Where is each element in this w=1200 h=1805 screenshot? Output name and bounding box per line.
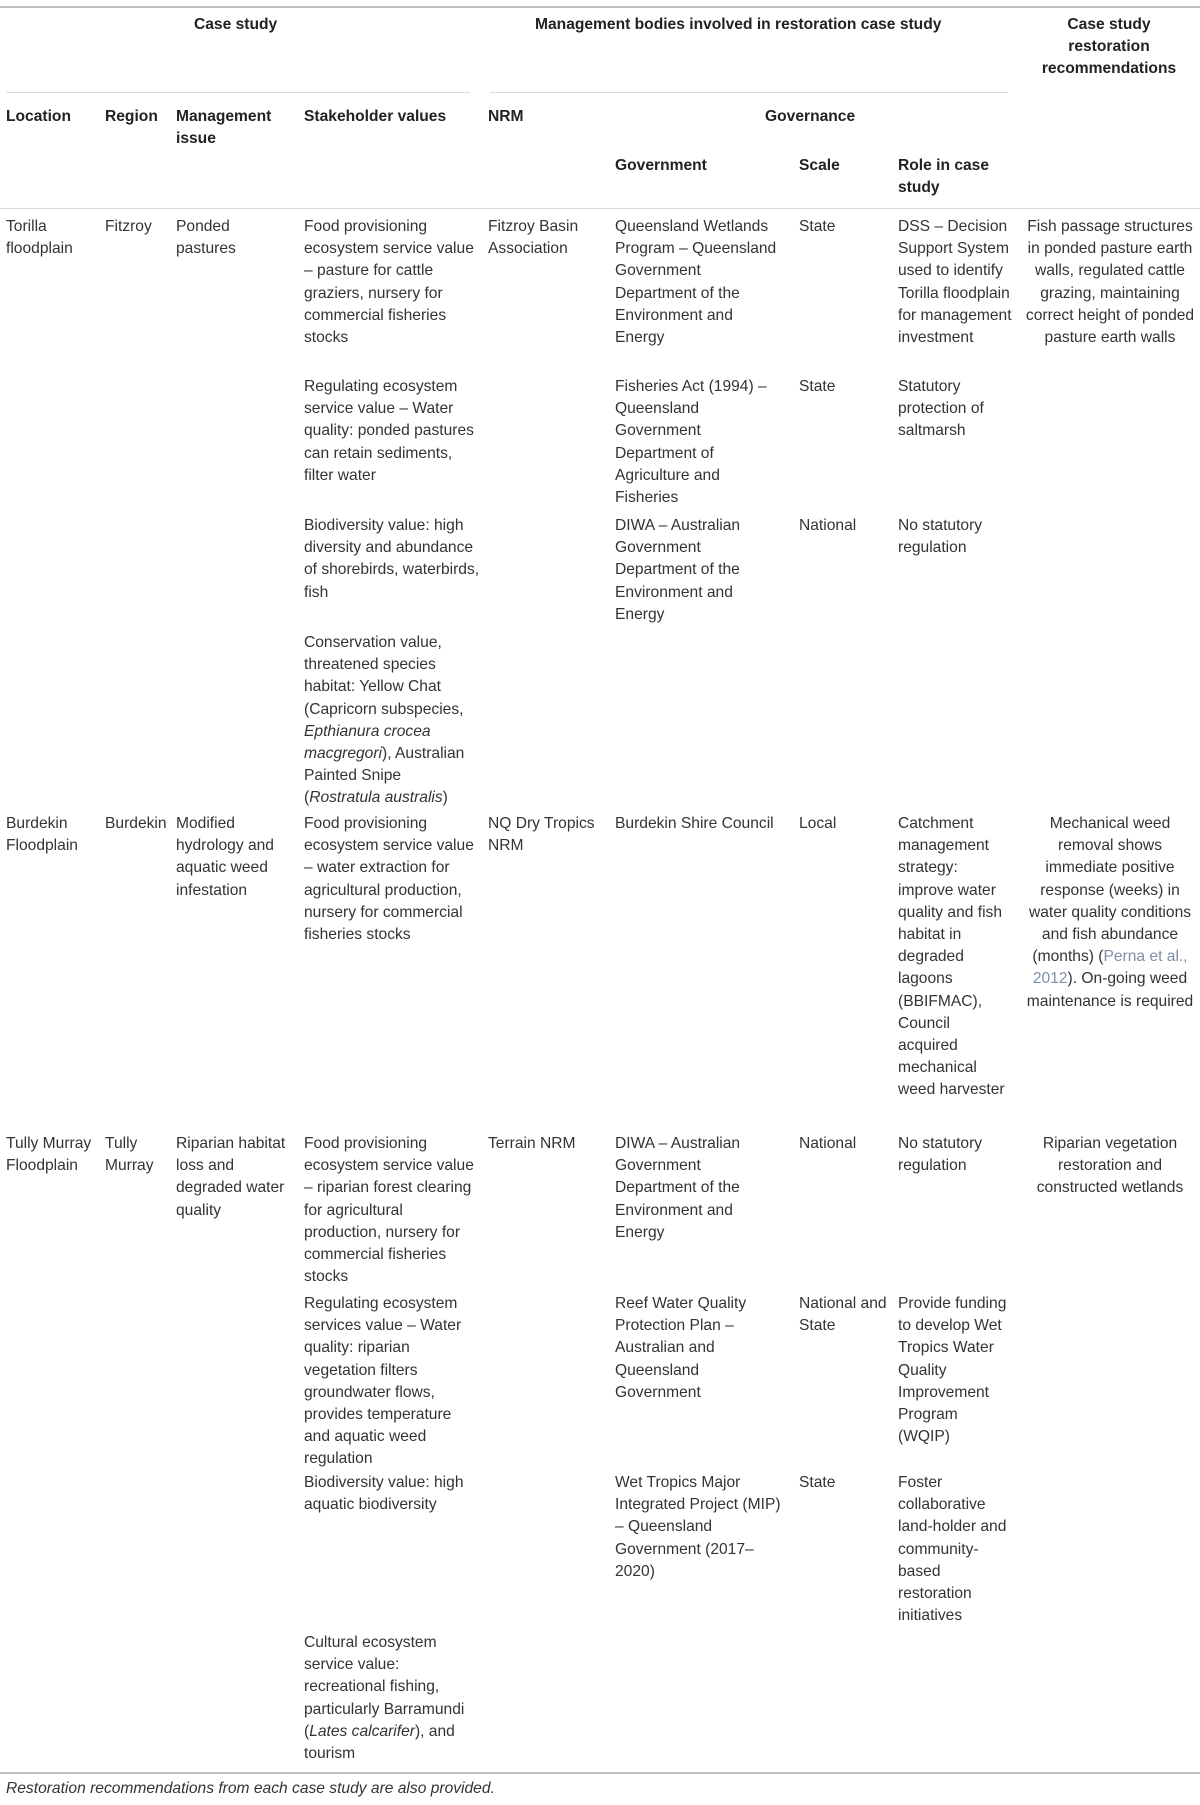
torilla-species-1: Epthianura crocea macgregori [304,722,431,763]
torilla-region: Fitzroy [105,218,152,235]
torilla-gov-1: Queensland Wetlands Program – Queensland Government Department of the Environment and Energy [615,218,777,347]
burdekin-location: Burdekin Floodplain [6,815,78,855]
torilla-nrm: Fitzroy Basin Association [488,218,579,258]
burdekin-scale-1: Local [799,815,837,832]
tully-cultural-text-2: ), and tourism [304,1722,455,1763]
tully-scale-3: State [799,1474,836,1491]
torilla-scale-3: National [799,517,857,534]
tully-region: Tully Murray [105,1135,154,1175]
burdekin-value-food: Food provisioning ecosystem service value – water extraction for agricultural production, nursery for commercial fisheries stocks [304,815,474,944]
header-governance: Governance [765,108,856,125]
header-management-issue: Management issue [176,108,272,148]
burdekin-role-1: Catchment management strategy: improve water quality and fish habitat in degraded lagoons (BBIFMAC), Council acquired mechanical weed harvester [898,815,1005,1099]
tully-gov-2: Reef Water Quality Protection Plan – Australian and Queensland Government [615,1295,747,1401]
header-recommendations: Case study restoration recommendations [1041,16,1177,78]
tully-cultural-text-1: Cultural ecosystem service value: recreational fishing, particularly Barramundi ( [304,1634,465,1740]
management-rule [490,92,1008,93]
tully-gov-1: DIWA – Australian Government Department of the Environment and Energy [615,1135,741,1241]
tully-location: Tully Murray Floodplain [6,1135,92,1175]
torilla-value-biodiversity: Biodiversity value: high diversity and abundance of shorebirds, waterbirds, fish [304,517,480,601]
torilla-location: Torilla floodplain [6,218,73,258]
torilla-gov-3: DIWA – Australian Government Department of the Environment and Energy [615,517,741,623]
tully-value-food: Food provisioning ecosystem service value – riparian forest clearing for agricultural production, nursery for commercial fisheries stocks [304,1135,474,1286]
tully-scale-1: National [799,1135,857,1152]
tully-role-1: No statutory regulation [898,1135,983,1175]
tully-recommendation: Riparian vegetation restoration and constructed wetlands [1036,1135,1184,1197]
torilla-value-regulating: Regulating ecosystem service value – Water quality: ponded pastures can retain sediments, filter water [304,378,474,484]
torilla-role-1: DSS – Decision Support System used to identify Torilla floodplain for management investment [898,218,1012,347]
header-stakeholder-values: Stakeholder values [304,108,447,125]
torilla-role-3: No statutory regulation [898,517,983,557]
burdekin-recommendation [1024,813,1196,1013]
burdekin-nrm: NQ Dry Tropics NRM [488,815,595,855]
torilla-recommendation: Fish passage structures in ponded pasture earth walls, regulated cattle grazing, maintaining correct height of ponded pasture earth walls [1025,218,1195,347]
burdekin-gov-1: Burdekin Shire Council [615,815,774,832]
tully-role-3: Foster collaborative land-holder and community-based restoration initiatives [898,1474,1007,1625]
tully-value-regulating: Regulating ecosystem services value – Water quality: riparian vegetation filters groundwater flows, provides temperature and aquatic weed regulation [304,1295,462,1468]
torilla-conservation-text-2: ), Australian Painted Snipe ( [304,745,465,807]
header-case-study: Case study [194,16,278,33]
burdekin-issue: Modified hydrology and aquatic weed infestation [176,815,274,899]
header-nrm: NRM [488,108,524,125]
torilla-gov-2: Fisheries Act (1994) – Queensland Government Department of Agriculture and Fisheries [615,378,767,507]
table-footnote: Restoration recommendations from each case study are also provided. [6,1780,495,1797]
torilla-conservation-text-1: Conservation value, threatened species habitat: Yellow Chat (Capricorn subspecies, [304,634,464,718]
torilla-conservation-text-3: ) [442,789,448,807]
torilla-scale-1: State [799,218,836,235]
torilla-scale-2: State [799,378,836,395]
torilla-value-conservation [304,632,480,810]
tully-value-biodiversity: Biodiversity value: high aquatic biodiversity [304,1474,464,1514]
header-role: Role in case study [898,157,990,197]
tully-gov-3: Wet Tropics Major Integrated Project (MIP) – Queensland Government (2017–2020) [615,1474,781,1580]
tully-issue: Riparian habitat loss and degraded water quality [176,1135,286,1219]
case-study-rule [6,92,470,93]
tully-scale-2: National and State [799,1295,887,1335]
torilla-value-food: Food provisioning ecosystem service value – pasture for cattle graziers, nursery for commercial fisheries stocks [304,218,474,347]
header-location: Location [6,108,71,125]
table-bottom-rule [0,1772,1200,1774]
top-rule [0,6,1200,8]
tully-nrm: Terrain NRM [488,1135,576,1152]
header-scale: Scale [799,157,840,174]
header-region: Region [105,108,158,125]
header-bottom-rule [0,208,1200,209]
burdekin-recommendation-text-1: Mechanical weed removal shows immediate positive response (weeks) in water quality conditions and fish abundance (months) ( [1028,815,1192,966]
tully-role-2: Provide funding to develop Wet Tropics Water Quality Improvement Program (WQIP) [898,1295,1007,1446]
torilla-role-2: Statutory protection of saltmarsh [898,378,984,440]
burdekin-recommendation-text-2: ). On-going weed maintenance is required [1026,970,1194,1010]
tully-species: Lates calcarifer [309,1722,415,1740]
header-management-bodies: Management bodies involved in restoration case study [535,16,942,33]
burdekin-region: Burdekin [105,815,167,832]
torilla-species-2: Rostratula australis [309,789,443,807]
perna-citation-link[interactable]: Perna et al., 2012 [1032,948,1188,988]
header-government: Government [615,157,707,174]
tully-value-cultural [304,1632,480,1765]
torilla-issue: Ponded pastures [176,218,236,258]
